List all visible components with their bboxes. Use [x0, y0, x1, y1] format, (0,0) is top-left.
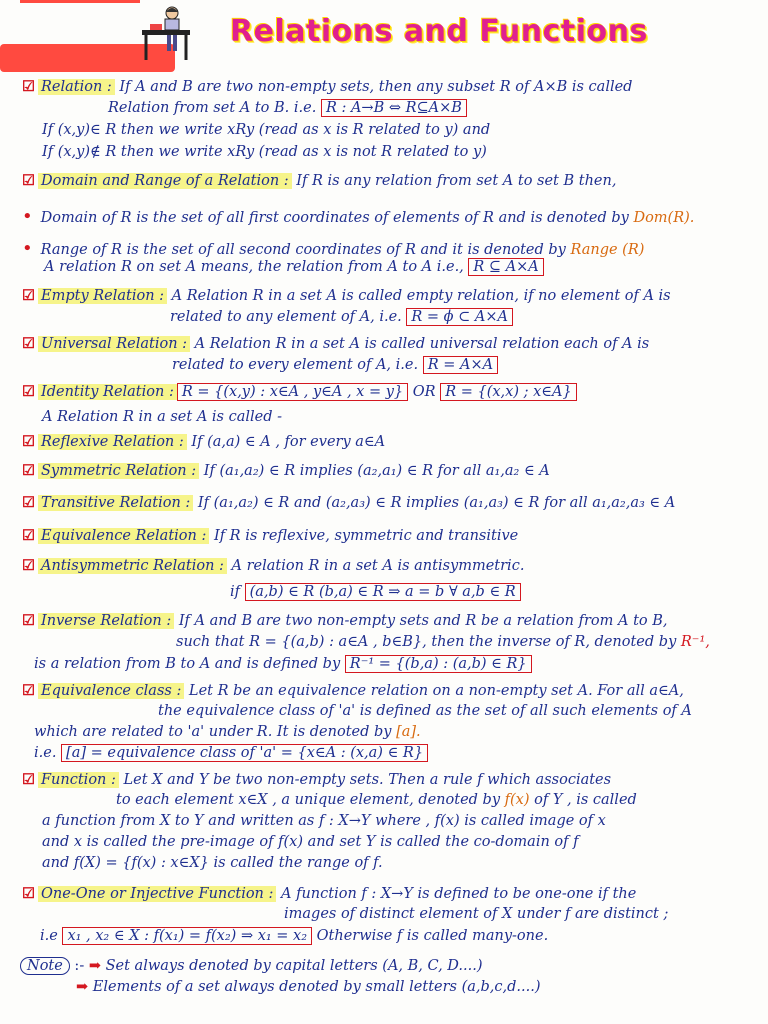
checkbox-checked-icon: ☑ — [22, 557, 35, 574]
line-text: If R is reflexive, symmetric and transitive — [209, 528, 519, 544]
note-line — [22, 238, 644, 259]
topic-heading: Inverse Relation : — [38, 613, 174, 629]
topic-heading: Antisymmetric Relation : — [38, 558, 227, 574]
header-stroke — [20, 0, 140, 3]
line-text: If (a,a) ∈ A , for every a∈A — [186, 434, 386, 450]
topic-heading: Reflexive Relation : — [38, 434, 187, 450]
note-line — [22, 206, 694, 227]
note-line — [22, 557, 524, 574]
note-line — [42, 834, 578, 850]
checkbox-checked-icon: ☑ — [22, 462, 35, 479]
checkbox-checked-icon: ☑ — [22, 172, 35, 189]
note-label: Note — [20, 957, 70, 975]
formula-box: R ⊆ A×A — [468, 258, 543, 276]
topic-heading: Transitive Relation : — [38, 495, 193, 511]
line-text: Relation from set A to B. i.e. — [108, 100, 321, 116]
note-line — [22, 527, 518, 544]
topic-heading: Symmetric Relation : — [38, 463, 199, 479]
note-line — [22, 287, 671, 304]
note-line — [22, 612, 668, 629]
topic-heading: Relation : — [38, 79, 115, 95]
line-text: related to any element of A, i.e. — [170, 309, 407, 325]
note-line — [158, 703, 692, 719]
line-text: Domain of R is the set of all first coordinates of elements of R and is denoted by — [40, 210, 634, 226]
checkbox-checked-icon: ☑ — [22, 383, 35, 400]
line-text: A Relation R in a set A is called - — [42, 409, 283, 425]
bullet-icon: • — [22, 238, 33, 259]
line-text: related to every element of A, i.e. — [172, 357, 423, 373]
line-text: the equivalence class of 'a' is defined as the set of all such elements of A — [158, 703, 692, 719]
arrow-icon: ➡ — [88, 957, 101, 974]
line-text: of Y , is called — [529, 792, 637, 808]
note-line — [22, 78, 632, 95]
topic-heading: Equivalence class : — [38, 683, 184, 699]
note-block-2 — [76, 978, 541, 995]
note-line — [22, 771, 611, 788]
note-line — [22, 433, 385, 450]
line-text: OR — [408, 384, 441, 400]
topic-heading: Function : — [38, 772, 119, 788]
formula-box: (a,b) ∈ R (b,a) ∈ R ⇒ a = b ∀ a,b ∈ R — [245, 583, 521, 601]
formula-box: R⁻¹ = {(b,a) : (a,b) ∈ R} — [345, 655, 532, 673]
checkbox-checked-icon: ☑ — [22, 527, 35, 544]
formula-box: R = {(x,x) ; x∈A} — [440, 383, 577, 401]
line-text: A relation R on set A means, the relation from A to A i.e., — [44, 259, 469, 275]
formula-box: R = {(x,y) : x∈A , y∈A , x = y} — [177, 383, 408, 401]
line-text: Let R be an equivalence relation on a non-empty set A. For all a∈A, — [184, 683, 684, 699]
formula-box: R = ϕ ⊂ A×A — [406, 308, 513, 326]
line-text: A Relation R in a set A is called empty relation, if no element of A is — [167, 288, 671, 304]
notation-text: [a]. — [396, 724, 421, 740]
note-line — [44, 259, 544, 275]
note-block: Note :- ➡ Set always denoted by capital letters (A, B, C, D....) — [20, 957, 483, 974]
notation-text: Dom(R). — [633, 210, 695, 226]
checkbox-checked-icon: ☑ — [22, 771, 35, 788]
line-text: A Relation R in a set A is called universal relation each of A is — [190, 336, 650, 352]
note-line — [172, 357, 498, 373]
line-text: If (a₁,a₂) ∈ R and (a₂,a₃) ∈ R implies (a₁,a₃) ∈ R for all a₁,a₂,a₃ ∈ A — [193, 495, 676, 511]
line-text: images of distinct element of X under f are distinct ; — [284, 906, 669, 922]
note-line — [34, 724, 421, 740]
note-line — [42, 122, 490, 138]
checkbox-checked-icon: ☑ — [22, 78, 35, 95]
note-line — [42, 813, 606, 829]
checkbox-checked-icon: ☑ — [22, 433, 35, 450]
line-text: i.e — [40, 928, 63, 944]
line-text: Otherwise f is called many-one. — [312, 928, 549, 944]
note-item: Elements of a set always denoted by small letters (a,b,c,d....) — [92, 979, 541, 995]
topic-heading: One-One or Injective Function : — [38, 886, 276, 902]
notation-text: R⁻¹, — [680, 634, 710, 650]
line-text: and f(X) = {f(x) : x∈X} is called the range of f. — [42, 855, 383, 871]
topic-heading: Universal Relation : — [38, 336, 190, 352]
checkbox-checked-icon: ☑ — [22, 335, 35, 352]
line-text: to each element x∈X , a unique element, denoted by — [116, 792, 505, 808]
formula-box: [a] = equivalence class of 'a' = {x∈A : (x,a) ∈ R} — [61, 744, 428, 762]
page-title: Relations and Functions — [230, 14, 648, 49]
arrow-icon: ➡ — [76, 978, 89, 995]
note-line — [42, 409, 282, 425]
line-text: a function from X to Y and written as f : X→Y where , f(x) is called image of x — [42, 813, 606, 829]
line-text: If R is any relation from set A to set B then, — [291, 173, 617, 189]
line-text: if — [230, 584, 245, 600]
checkbox-checked-icon: ☑ — [22, 885, 35, 902]
line-text: A relation R in a set A is antisymmetric. — [226, 558, 525, 574]
line-text: is a relation from B to A and is defined by — [34, 656, 345, 672]
note-line — [284, 906, 668, 922]
line-text: Let X and Y be two non-empty sets. Then a rule f which associates — [118, 772, 612, 788]
note-line — [230, 584, 521, 600]
note-line — [176, 634, 710, 650]
note-item: Set always denoted by capital letters (A, B, C, D....) — [105, 958, 483, 974]
note-line — [108, 100, 467, 116]
note-line — [22, 462, 550, 479]
bullet-icon: • — [22, 206, 33, 227]
checkbox-checked-icon: ☑ — [22, 287, 35, 304]
formula-box: R : A→B ⇔ R⊆A×B — [321, 99, 467, 117]
line-text: and x is called the pre-image of f(x) and set Y is called the co-domain of f — [42, 834, 579, 850]
notation-text: f(x) — [504, 792, 530, 808]
note-line — [116, 792, 637, 808]
note-line — [40, 928, 548, 944]
note-line — [22, 682, 684, 699]
note-line — [22, 494, 675, 511]
note-line — [22, 172, 616, 189]
note-line — [22, 885, 636, 902]
note-line — [42, 855, 383, 871]
formula-box: R = A×A — [423, 356, 498, 374]
formula-box: x₁ , x₂ ∈ X : f(x₁) = f(x₂) ⇒ x₁ = x₂ — [62, 927, 312, 945]
line-text: which are related to 'a' under R. It is denoted by — [34, 724, 397, 740]
note-line — [170, 309, 513, 325]
checkbox-checked-icon: ☑ — [22, 682, 35, 699]
line-text: Range of R is the set of all second coordinates of R and it is denoted by — [40, 242, 571, 258]
notation-text: Range (R) — [570, 242, 645, 258]
note-line — [22, 335, 649, 352]
note-line — [34, 656, 532, 672]
checkbox-checked-icon: ☑ — [22, 612, 35, 629]
topic-heading: Domain and Range of a Relation : — [38, 173, 292, 189]
topic-heading: Identity Relation : — [38, 384, 177, 400]
line-text: If A and B are two non-empty sets, then any subset R of A×B is called — [114, 79, 633, 95]
topic-heading: Empty Relation : — [38, 288, 167, 304]
line-text: i.e. — [34, 745, 62, 761]
line-text: If (x,y)∉ R then we write xRy (read as x is not R related to y) — [42, 144, 487, 160]
topic-heading: Equivalence Relation : — [38, 528, 209, 544]
line-text: If (x,y)∈ R then we write xRy (read as x is R related to y) and — [42, 122, 491, 138]
line-text: such that R = {(a,b) : a∈A , b∈B}, then the inverse of R, denoted by — [176, 634, 681, 650]
checkbox-checked-icon: ☑ — [22, 494, 35, 511]
note-line — [42, 144, 487, 160]
line-text: If (a₁,a₂) ∈ R implies (a₂,a₁) ∈ R for all a₁,a₂ ∈ A — [199, 463, 550, 479]
line-text: A function f : X→Y is defined to be one-one if the — [276, 886, 637, 902]
note-line — [22, 383, 577, 400]
line-text: If A and B are two non-empty sets and R be a relation from A to B, — [174, 613, 668, 629]
note-line — [34, 745, 428, 761]
student-at-desk-illustration — [138, 4, 194, 62]
